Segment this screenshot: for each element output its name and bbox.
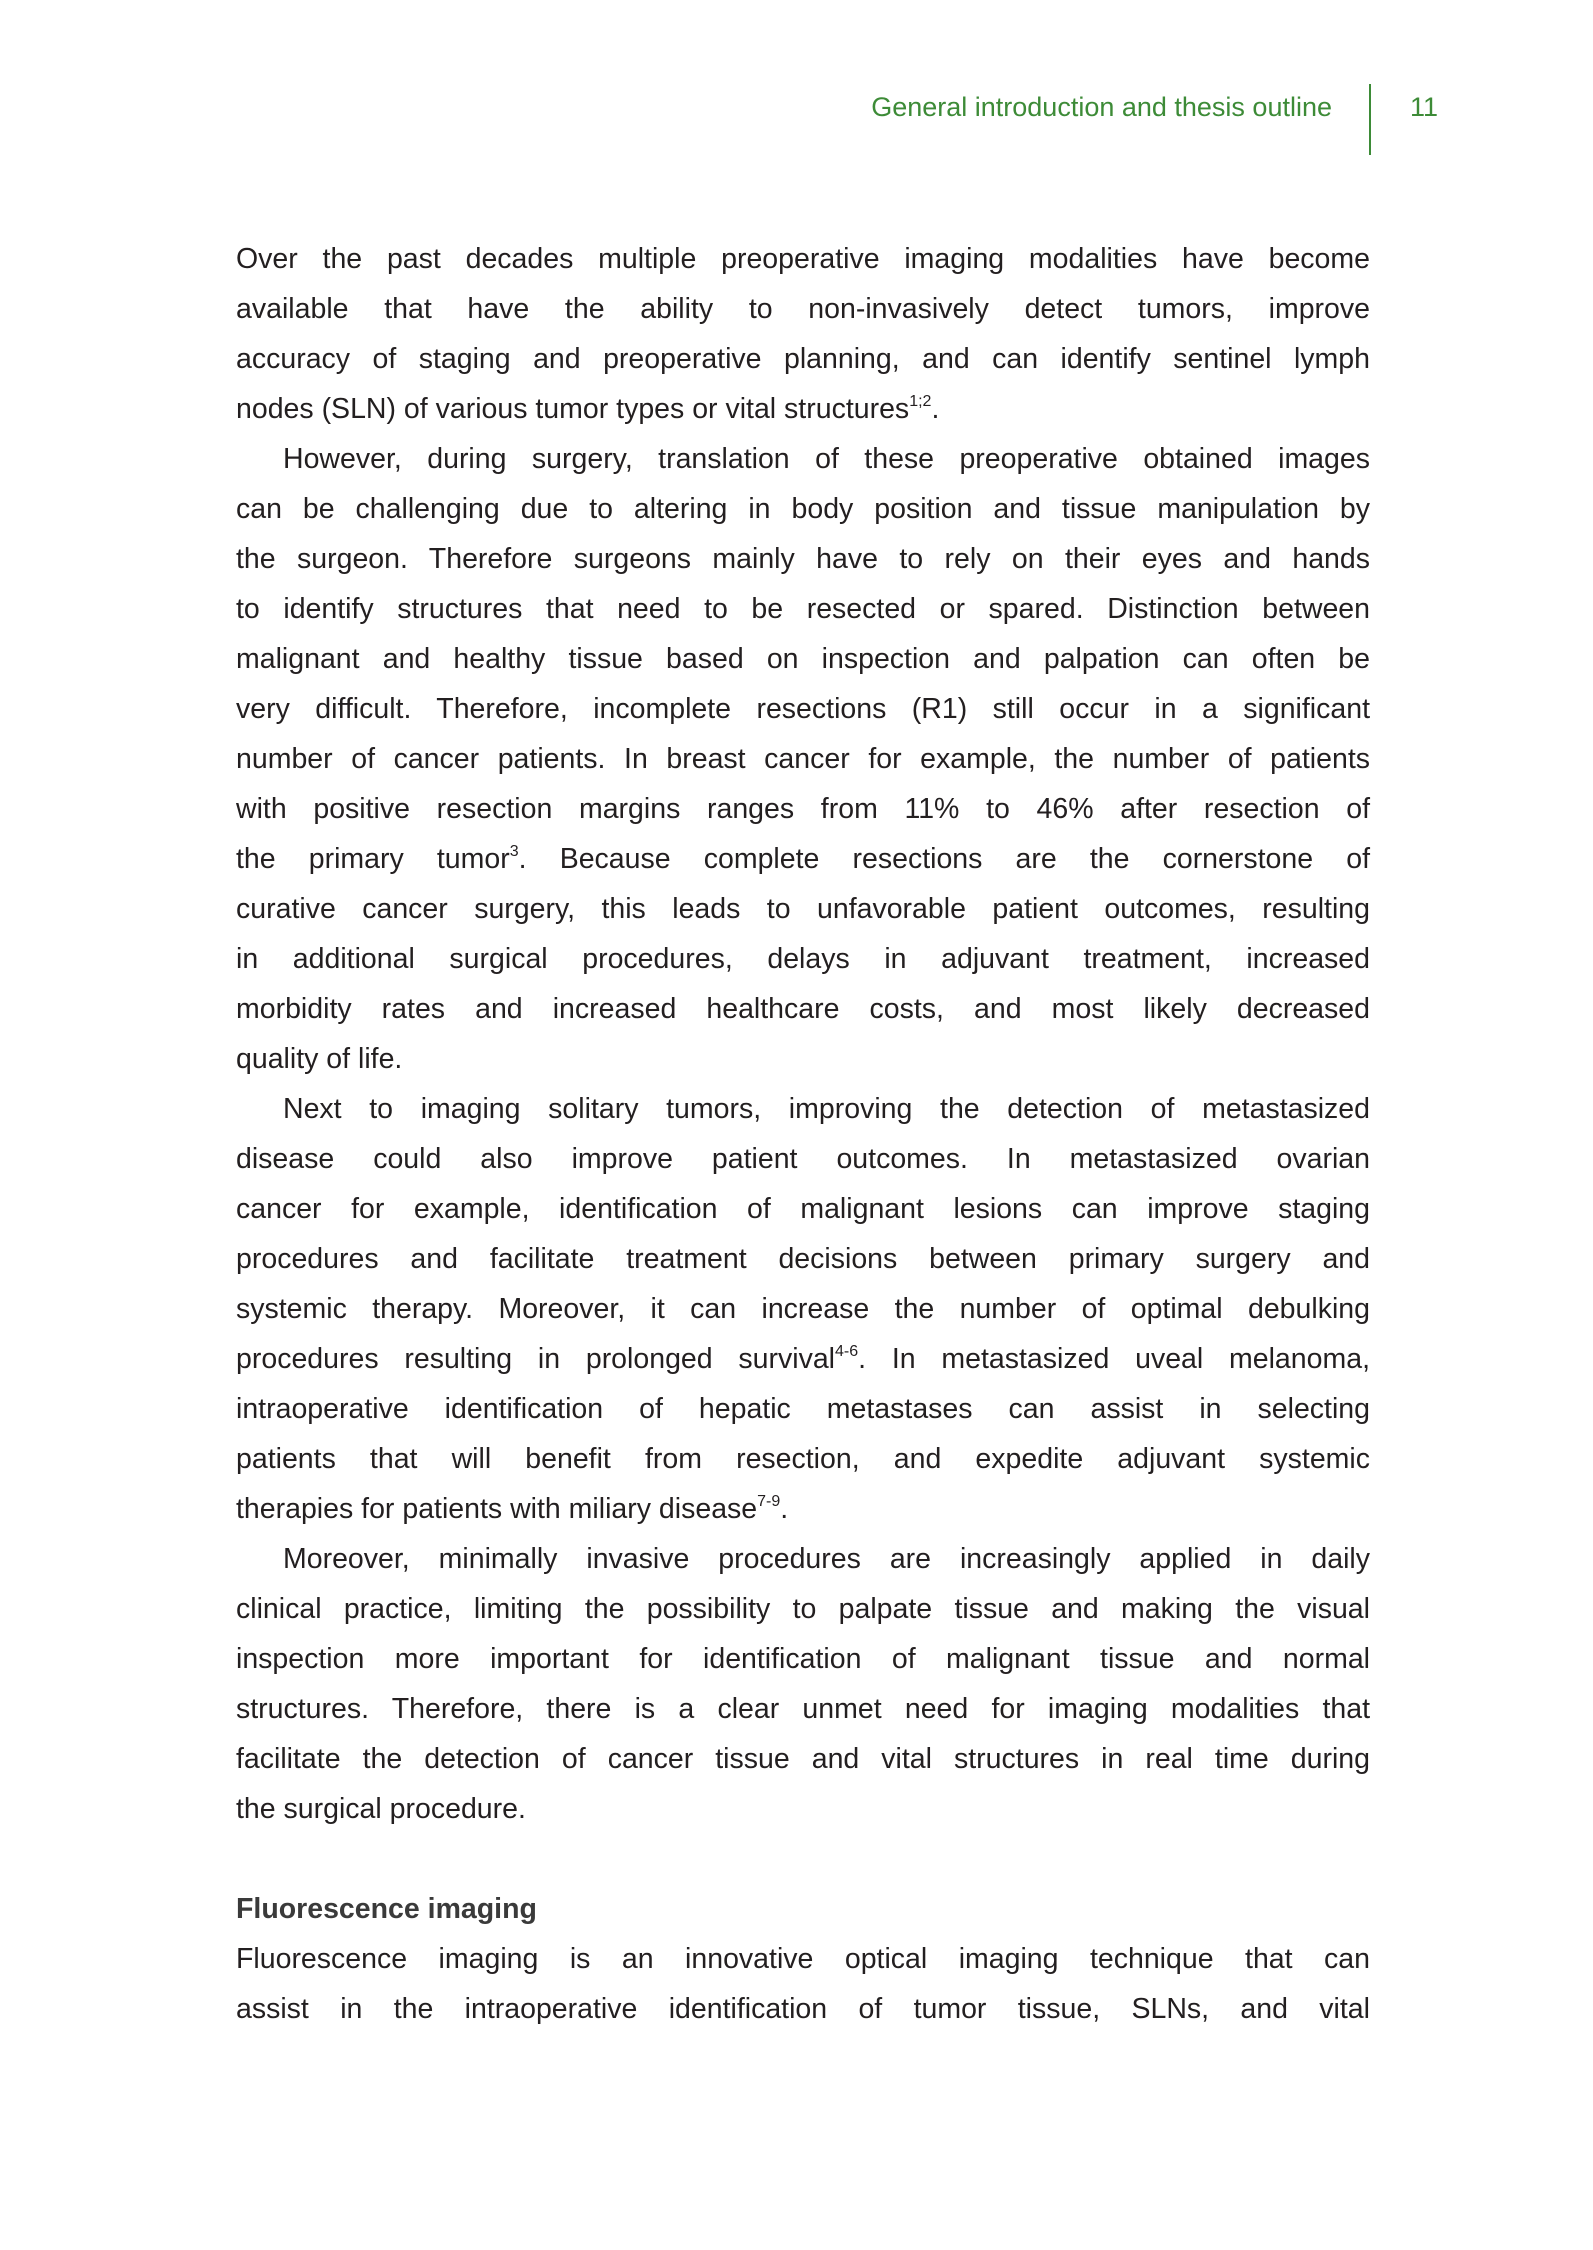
- line-text: available that have the ability to non-invasively detect tumors, improve: [236, 293, 1370, 325]
- text-line: [236, 1784, 1370, 1834]
- line-text: malignant and healthy tissue based on inspection and palpation can often be: [236, 643, 1370, 675]
- line-text: Over the past decades multiple preoperative imaging modalities have become: [236, 243, 1370, 275]
- line-text: patients that will benefit from resection, and expedite adjuvant systemic: [236, 1443, 1370, 1475]
- line-text: Fluorescence imaging: [236, 1893, 537, 1925]
- line-text-continued: . In metastasized uveal melanoma,: [858, 1343, 1370, 1375]
- line-text: structures. Therefore, there is a clear unmet need for imaging modalities that: [236, 1693, 1370, 1725]
- text-line: [236, 434, 1370, 484]
- line-text-continued: .: [780, 1493, 789, 1525]
- text-line: [236, 234, 1370, 284]
- text-line: [236, 1984, 1370, 2034]
- line-text: number of cancer patients. In breast cancer for example, the number of patients: [236, 743, 1370, 775]
- line-text: facilitate the detection of cancer tissue and vital structures in real time during: [236, 1743, 1370, 1775]
- text-line: [236, 734, 1370, 784]
- text-line: [236, 1734, 1370, 1784]
- text-line: [236, 1934, 1370, 1984]
- line-text: in additional surgical procedures, delays in adjuvant treatment, increased: [236, 943, 1370, 975]
- text-line: [236, 884, 1370, 934]
- line-text: clinical practice, limiting the possibility to palpate tissue and making the visual: [236, 1593, 1370, 1625]
- line-text: Moreover, minimally invasive procedures are increasingly applied in daily: [283, 1543, 1370, 1575]
- text-line: [236, 1184, 1370, 1234]
- text-line: [236, 834, 1370, 884]
- text-line: [236, 1284, 1370, 1334]
- line-text: assist in the intraoperative identification of tumor tissue, SLNs, and vital: [236, 1993, 1370, 2025]
- text-line: [236, 934, 1370, 984]
- line-text: the primary tumor: [236, 843, 510, 875]
- line-text: cancer for example, identification of malignant lesions can improve staging: [236, 1193, 1370, 1225]
- line-text: quality of life.: [236, 1043, 403, 1075]
- citation-superscript: 4-6: [835, 1343, 859, 1360]
- line-text: procedures resulting in prolonged survival: [236, 1343, 836, 1375]
- line-text: therapies for patients with miliary disease: [236, 1493, 758, 1525]
- text-line: [236, 784, 1370, 834]
- text-line: [236, 1034, 1370, 1084]
- text-line: [236, 534, 1370, 584]
- text-line: [236, 1484, 1370, 1534]
- line-text: morbidity rates and increased healthcare costs, and most likely decreased: [236, 993, 1370, 1025]
- section-heading: [236, 1884, 1370, 1934]
- text-line: [236, 1534, 1370, 1584]
- line-text: can be challenging due to altering in body position and tissue manipulation by: [236, 493, 1370, 525]
- line-text: procedures and facilitate treatment decisions between primary surgery and: [236, 1243, 1370, 1275]
- text-line: [236, 1434, 1370, 1484]
- text-line: [236, 1334, 1370, 1384]
- line-text: to identify structures that need to be resected or spared. Distinction between: [236, 593, 1370, 625]
- line-text: inspection more important for identification of malignant tissue and normal: [236, 1643, 1370, 1675]
- citation-superscript: 1;2: [909, 393, 932, 410]
- text-line: [236, 1134, 1370, 1184]
- line-text: with positive resection margins ranges from 11% to 46% after resection of: [236, 793, 1370, 825]
- line-text: curative cancer surgery, this leads to unfavorable patient outcomes, resulting: [236, 893, 1370, 925]
- line-text: the surgical procedure.: [236, 1793, 526, 1825]
- line-text: Fluorescence imaging is an innovative optical imaging technique that can: [236, 1943, 1370, 1975]
- chapter-title: General introduction and thesis outline: [871, 92, 1332, 122]
- text-line: [236, 1234, 1370, 1284]
- text-line: [236, 484, 1370, 534]
- page-number: 11: [1410, 92, 1439, 122]
- line-text-continued: .: [931, 393, 940, 425]
- line-text: However, during surgery, translation of these preoperative obtained images: [283, 443, 1370, 475]
- line-text: accuracy of staging and preoperative planning, and can identify sentinel lymph: [236, 343, 1370, 375]
- line-text: disease could also improve patient outcomes. In metastasized ovarian: [236, 1143, 1370, 1175]
- line-text: very difficult. Therefore, incomplete resections (R1) still occur in a significant: [236, 693, 1370, 725]
- text-line: [236, 334, 1370, 384]
- text-line: [236, 1684, 1370, 1734]
- blank-line: [236, 1834, 1370, 1884]
- line-text-continued: . Because complete resections are the cornerstone of: [518, 843, 1370, 875]
- line-text: Next to imaging solitary tumors, improving the detection of metastasized: [283, 1093, 1370, 1125]
- text-line: [236, 1584, 1370, 1634]
- header-divider: [1369, 84, 1371, 155]
- text-line: [236, 684, 1370, 734]
- line-text: systemic therapy. Moreover, it can increase the number of optimal debulking: [236, 1293, 1370, 1325]
- text-line: [236, 634, 1370, 684]
- line-text: the surgeon. Therefore surgeons mainly have to rely on their eyes and hands: [236, 543, 1370, 575]
- text-line: [236, 1634, 1370, 1684]
- text-line: [236, 1384, 1370, 1434]
- line-text: nodes (SLN) of various tumor types or vital structures: [236, 393, 910, 425]
- citation-superscript: 3: [509, 843, 519, 860]
- text-line: [236, 284, 1370, 334]
- text-line: [236, 384, 1370, 434]
- text-line: [236, 984, 1370, 1034]
- text-line: [236, 1084, 1370, 1134]
- citation-superscript: 7-9: [757, 1493, 781, 1510]
- text-line: [236, 584, 1370, 634]
- line-text: intraoperative identification of hepatic metastases can assist in selecting: [236, 1393, 1370, 1425]
- body-text: [236, 234, 1370, 2034]
